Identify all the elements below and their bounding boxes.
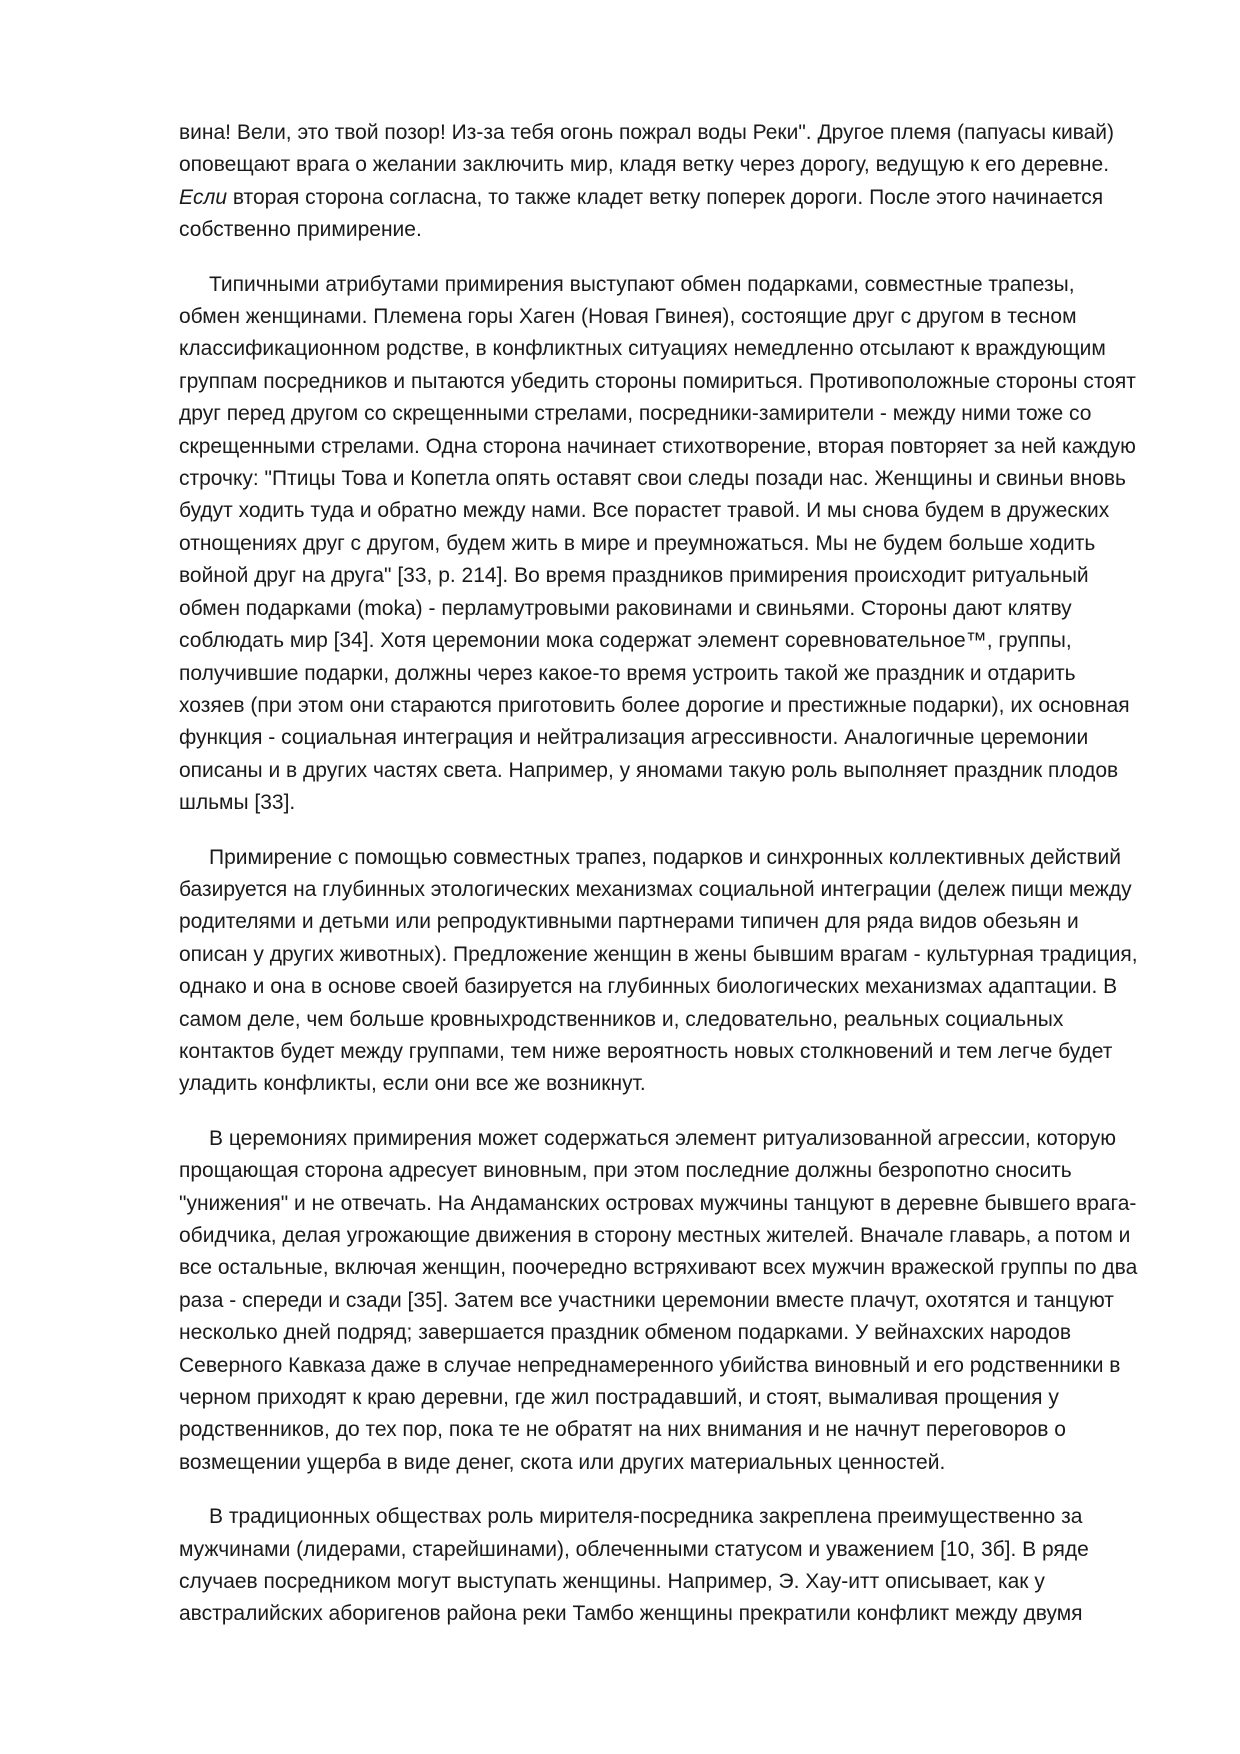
text-line: скрещенными стрелами. Одна сторона начинает стихотворение, вторая повторяет за ней каждую	[179, 434, 1136, 458]
text-line: В церемониях примирения может содержаться элемент ритуализованной агрессии, которую	[209, 1126, 1116, 1150]
text-line: случаев посредником могут выступать женщины. Например, Э. Хау-итт описывает, как у	[179, 1570, 1045, 1594]
document-body	[179, 117, 1138, 1653]
text-line: группам посредников и пытаются убедить стороны помириться. Противоположные стороны стоят	[179, 369, 1136, 393]
text-line: самом деле, чем больше кровныхродственников и, следовательно, реальных социальных	[179, 1007, 1064, 1031]
paragraph-1	[179, 117, 1114, 247]
text-line: Северного Кавказа даже в случае непреднамеренного убийства виновный и его родственники в	[179, 1353, 1121, 1377]
text-line: родственников, до тех пор, пока те не обратят на них внимания и не начнут переговоров о	[179, 1418, 1066, 1442]
text-line: несколько дней подряд; завершается праздник обменом подарками. У вейнахских народов	[179, 1321, 1072, 1345]
text-line: В традиционных обществах роль мирителя-посредника закреплена преимущественно за	[209, 1505, 1083, 1529]
text-line: прощающая сторона адресует виновным, при этом последние должны безропотно сносить	[179, 1159, 1072, 1183]
text-line: вина! Вели, это твой позор! Из-за тебя огонь пожрал воды Реки". Другое племя (папуасы кивай)	[179, 121, 1114, 144]
text-line: соблюдать мир [34]. Хотя церемонии мока содержат элемент соревновательное™, группы,	[179, 629, 1072, 653]
paragraph-4	[179, 1123, 1138, 1479]
text-line: черном приходят к краю деревни, где жил пострадавший, и стоят, вымаливая прощения у	[179, 1386, 1059, 1410]
text-line: оповещают врага о желании заключить мир, кладя ветку через дорогу, ведущую к его деревне.	[179, 153, 1110, 177]
text-line: мужчинами (лидерами, старейшинами), облеченными статусом и уважением [10, 3б]. В ряде	[179, 1537, 1089, 1561]
text-line: войной друг на друга" [33, р. 214]. Во время праздников примирения происходит ритуальный	[179, 564, 1089, 588]
text-line: возмещении ущерба в виде денег, скота или других материальных ценностей.	[179, 1450, 946, 1474]
text-line: "унижения" и не отвечать. На Андаманских островах мужчины танцуют в деревне бывшего врага-	[179, 1191, 1137, 1215]
text-line: хозяев (при этом они стараются приготовить более дорогие и престижные подарки), их основная	[179, 693, 1130, 717]
text-line: обмен женщинами. Племена горы Хаген (Новая Гвинея), состоящие друг с другом в тесном	[179, 305, 1077, 329]
text-line: шльмы [33].	[179, 791, 296, 815]
line-rest: вторая сторона согласна, то также кладет ветку поперек дороги. После этого начинается	[227, 185, 1104, 209]
text-line: классификационном родстве, в конфликтных ситуациях немедленно отсылают к враждующим	[179, 337, 1106, 361]
text-line: Типичными атрибутами примирения выступают обмен подарками, совместные трапезы,	[209, 272, 1075, 296]
text-line: уладить конфликты, если они все же возникнут.	[179, 1072, 646, 1096]
text-line: получившие подарки, должны через какое-то время устроить такой же праздник и отдарить	[179, 661, 1076, 685]
paragraph-5	[179, 1501, 1114, 1631]
text-line: Примирение с помощью совместных трапез, подарков и синхронных коллективных действий	[209, 845, 1121, 869]
text-line: строчку: "Птицы Това и Копетла опять оставят свои следы позади нас. Женщины и свиньи вновь	[179, 467, 1126, 491]
text-line: собственно примирение.	[179, 218, 422, 242]
text-line: однако и она в основе своей базируется на глубинных биологических механизмах адаптации. В	[179, 975, 1118, 999]
text-line: родителями и детьми или репродуктивными партнерами типичен для ряда видов обезьян и	[179, 910, 1079, 934]
text-line: базируется на глубинных этологических механизмах социальной интеграции (дележ пищи между	[179, 877, 1132, 901]
text-line	[179, 182, 1114, 214]
text-line: австралийских аборигенов района реки Тамбо женщины прекратили конфликт между двумя	[179, 1602, 1083, 1626]
text-line: контактов будет между группами, тем ниже вероятность новых столкновений и тем легче будет	[179, 1039, 1113, 1063]
text-line: все остальные, включая женщин, поочередно встряхивают всех мужчин вражеской группы по два	[179, 1256, 1138, 1280]
text-line: функция - социальная интеграция и нейтрализация агрессивности. Аналогичные церемонии	[179, 726, 1089, 750]
text-line: отнощениях друг с другом, будем жить в мире и преумножаться. Мы не будем больше ходить	[179, 531, 1096, 555]
text-line: будут ходить туда и обратно между нами. Все порастет травой. И мы снова будем в дружеских	[179, 499, 1110, 523]
text-line: раза - спереди и сзади [35]. Затем все участники церемонии вместе плачут, охотятся и танцуют	[179, 1288, 1114, 1312]
text-line: обидчика, делая угрожающие движения в сторону местных жителей. Вначале главарь, а потом и	[179, 1224, 1131, 1247]
paragraph-3	[179, 842, 1138, 1101]
italic-word: Если	[179, 185, 228, 209]
paragraph-2	[179, 269, 1136, 820]
text-line: обмен подарками (moka) - перламутровыми раковинами и свиньями. Стороны дают клятву	[179, 596, 1072, 620]
text-line: друг перед другом со скрещенными стрелами, посредники-замирители - между ними тоже со	[179, 402, 1092, 426]
text-line: описан у других животных). Предложение женщин в жены бывшим врагам - культурная традиция,	[179, 942, 1138, 966]
text-line: описаны и в других частях света. Например, у яномами такую роль выполняет праздник плодов	[179, 758, 1119, 782]
